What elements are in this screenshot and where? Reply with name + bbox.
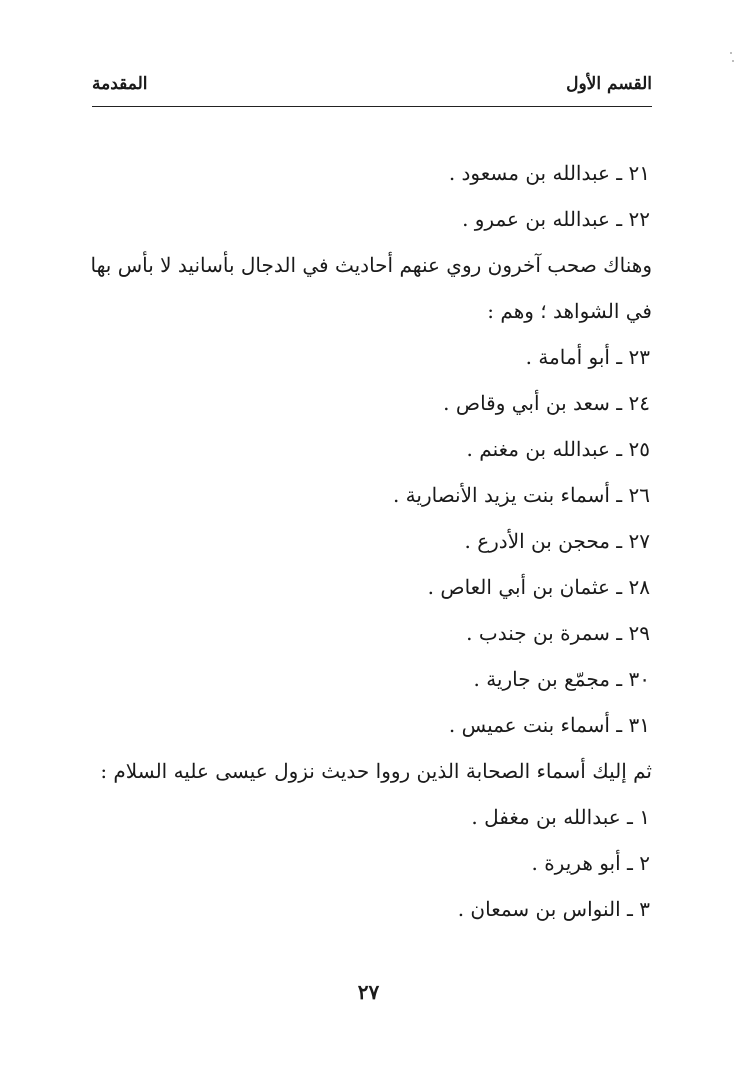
list-item: ٢٥ ـ عبدالله بن مغنم . (466, 437, 650, 461)
scan-speck (732, 60, 734, 62)
page-body (92, 150, 652, 932)
list-item: ٢١ ـ عبدالله بن مسعود . (448, 161, 650, 185)
paragraph-line: وهناك صحب آخرون روي عنهم أحاديث في الدجال بأسانيد لا بأس بها (90, 253, 652, 277)
list-item: ٢٣ ـ أبو أمامة . (525, 345, 650, 369)
scan-speck (730, 52, 732, 54)
list-item: ٢٧ ـ محجن بن الأدرع . (464, 529, 650, 553)
list-item: ١ ـ عبدالله بن مغفل . (471, 805, 650, 829)
list-item: ٢٩ ـ سمرة بن جندب . (466, 621, 650, 645)
list-item: ٣٠ ـ مجمّع بن جارية . (473, 667, 650, 691)
list-item: ٢٢ ـ عبدالله بن عمرو . (462, 207, 650, 231)
list-item: ٢٤ ـ سعد بن أبي وقاص . (443, 391, 650, 415)
paragraph-line: في الشواهد ؛ وهم : (487, 299, 652, 323)
list-item: ٢٦ ـ أسماء بنت يزيد الأنصارية . (392, 483, 650, 507)
section-title: القسم الأول (566, 74, 652, 94)
list-item: ٢٨ ـ عثمان بن أبي العاص . (427, 575, 650, 599)
list-item: ٣١ ـ أسماء بنت عميس . (448, 713, 650, 737)
header-rule (92, 106, 652, 107)
list-item: ٣ ـ النواس بن سمعان . (457, 897, 650, 921)
intro-line: ثم إليك أسماء الصحابة الذين رووا حديث نزول عيسى عليه السلام : (100, 759, 652, 783)
running-header (92, 74, 652, 102)
page-number: ٢٧ (357, 980, 380, 1004)
list-item: ٢ ـ أبو هريرة . (531, 851, 650, 875)
chapter-title: المقدمة (92, 74, 148, 94)
